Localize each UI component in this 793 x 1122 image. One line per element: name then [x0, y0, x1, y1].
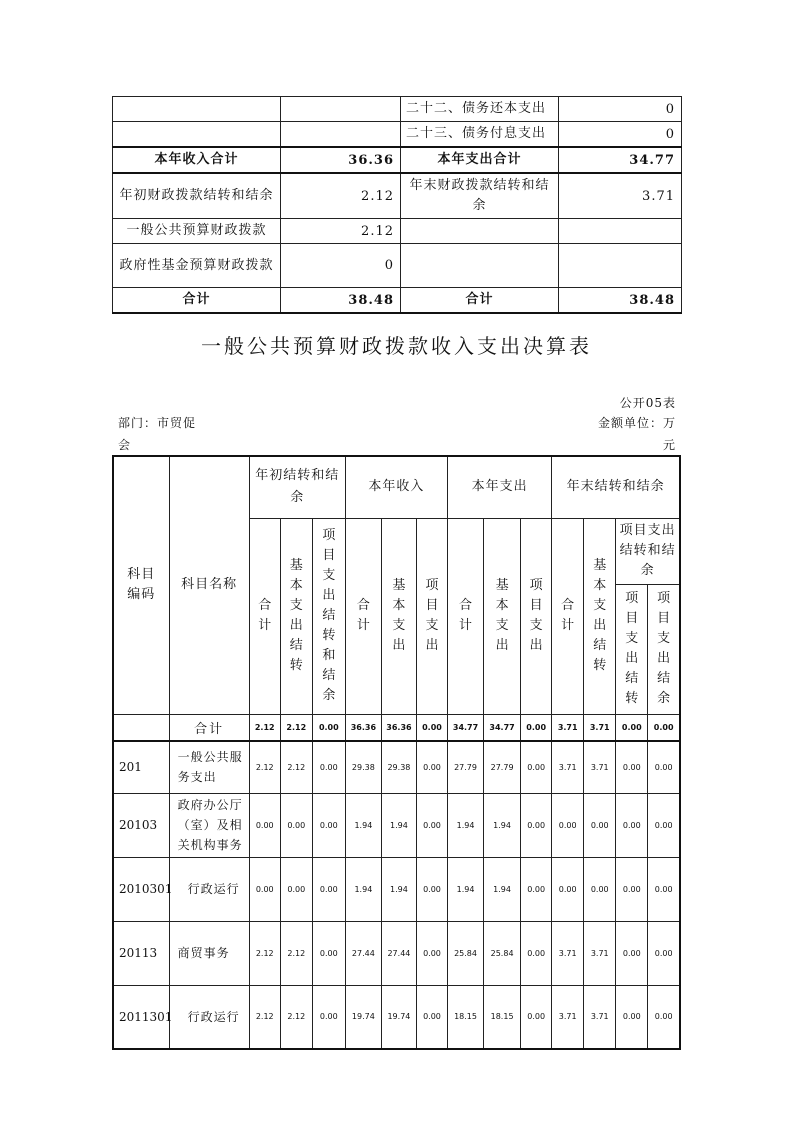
value-cell: 1.94 [381, 793, 416, 857]
row-code: 201 [113, 741, 169, 793]
value-cell: 0.00 [312, 741, 345, 793]
left-label [113, 122, 281, 148]
header-end-project: 项目支出结转和结余 [619, 523, 676, 578]
value-cell: 0.00 [616, 921, 648, 985]
end-carry-label: 年末财政拨款结转和结余 [401, 173, 559, 219]
general-budget-row [113, 219, 682, 244]
grand-total-row [113, 288, 682, 314]
table-row [113, 741, 680, 793]
row-name: 一般公共服务支出 [169, 741, 249, 793]
value-cell: 0.00 [648, 741, 680, 793]
value-cell: 0.00 [521, 714, 552, 741]
unit-label: 金额单位：万元 [597, 416, 676, 452]
value-cell: 0.00 [416, 985, 447, 1049]
value-cell: 0.00 [552, 857, 584, 921]
value-cell: 27.44 [345, 921, 381, 985]
value-cell: 1.94 [484, 793, 521, 857]
header-expense-total: 合计 [459, 598, 473, 633]
value-cell: 27.79 [448, 741, 484, 793]
value-cell: 25.84 [448, 921, 484, 985]
value-cell: 0.00 [616, 714, 648, 741]
header-expense: 本年支出 [448, 456, 552, 518]
value-cell: 1.94 [345, 857, 381, 921]
table-row [113, 857, 680, 921]
value-cell: 2.12 [249, 714, 280, 741]
row-code: 2011301 [113, 985, 169, 1049]
value-cell: 0.00 [416, 921, 447, 985]
end-carry-value: 3.71 [559, 173, 682, 219]
row-name: 商贸事务 [169, 921, 249, 985]
value-cell: 0.00 [416, 857, 447, 921]
begin-carry-label: 年初财政拨款结转和结余 [113, 173, 281, 219]
value-cell: 1.94 [484, 857, 521, 921]
header-income-total: 合计 [356, 598, 370, 633]
value-cell: 0.00 [616, 741, 648, 793]
income-expense-summary-table [112, 96, 682, 314]
value-cell: 0.00 [312, 921, 345, 985]
header-expense-project: 项目支出 [529, 578, 543, 653]
value-cell: 34.77 [448, 714, 484, 741]
right-label: 二十三、债务付息支出 [401, 122, 559, 148]
table-row [113, 97, 682, 122]
value-cell: 0.00 [616, 985, 648, 1049]
value-cell: 2.12 [249, 921, 280, 985]
value-cell: 2.12 [280, 741, 312, 793]
value-cell: 27.79 [484, 741, 521, 793]
value-cell: 0.00 [521, 793, 552, 857]
value-cell: 1.94 [345, 793, 381, 857]
value-cell: 18.15 [484, 985, 521, 1049]
header-expense-basic: 基本支出 [495, 578, 509, 653]
value-cell: 0.00 [280, 793, 312, 857]
value-cell: 1.94 [381, 857, 416, 921]
value-cell: 2.12 [249, 985, 280, 1049]
carry-row [113, 173, 682, 219]
budget-appropriation-table [112, 455, 681, 1050]
value-cell: 3.71 [552, 741, 584, 793]
value-cell: 0.00 [521, 921, 552, 985]
header-income-basic: 基本支出 [392, 578, 406, 653]
value-cell: 0.00 [648, 857, 680, 921]
row-name: 政府办公厅（室）及相关机构事务 [169, 793, 249, 857]
header-code: 科目编码 [127, 566, 156, 602]
header-begin: 年初结转和结余 [255, 468, 340, 506]
value-cell: 29.38 [345, 741, 381, 793]
value-cell: 0.00 [648, 714, 680, 741]
gov-fund-label: 政府性基金预算财政拨款 [113, 244, 281, 288]
grand-total-right-label: 合计 [401, 288, 559, 314]
value-cell: 3.71 [552, 714, 584, 741]
value-cell: 0.00 [584, 793, 616, 857]
grand-total-left-label: 合计 [113, 288, 281, 314]
row-name: 行政运行 [169, 857, 249, 921]
header-begin-project: 项目支出结转和结余 [322, 528, 336, 703]
expense-total-label: 本年支出合计 [401, 147, 559, 173]
form-number: 公开05表 [619, 396, 676, 410]
total-row [113, 714, 680, 741]
value-cell: 0.00 [584, 857, 616, 921]
income-total-value: 36.36 [281, 147, 401, 173]
left-value [281, 122, 401, 148]
table-row [113, 921, 680, 985]
income-total-label: 本年收入合计 [113, 147, 281, 173]
general-budget-label: 一般公共预算财政拨款 [113, 219, 281, 244]
header-name: 科目名称 [169, 456, 249, 714]
value-cell: 0.00 [416, 714, 447, 741]
value-cell: 0.00 [521, 741, 552, 793]
right-label: 二十二、债务还本支出 [401, 97, 559, 122]
gov-fund-value: 0 [281, 244, 401, 288]
value-cell: 0.00 [648, 793, 680, 857]
table-row [113, 793, 680, 857]
value-cell: 2.12 [280, 985, 312, 1049]
value-cell: 0.00 [648, 921, 680, 985]
header-end-total: 合计 [561, 598, 575, 633]
value-cell: 0.00 [312, 857, 345, 921]
total-label: 合计 [169, 714, 249, 741]
table-row [113, 985, 680, 1049]
value-cell: 19.74 [345, 985, 381, 1049]
value-cell: 0.00 [648, 985, 680, 1049]
general-budget-value: 2.12 [281, 219, 401, 244]
row-code: 20103 [113, 793, 169, 857]
right-value: 0 [559, 97, 682, 122]
row-code: 20113 [113, 921, 169, 985]
value-cell: 0.00 [521, 985, 552, 1049]
value-cell: 0.00 [312, 793, 345, 857]
value-cell: 0.00 [312, 714, 345, 741]
value-cell: 0.00 [312, 985, 345, 1049]
value-cell: 27.44 [381, 921, 416, 985]
header-end-project-carry: 项目支出结转 [625, 591, 639, 706]
value-cell: 0.00 [416, 793, 447, 857]
value-cell: 2.12 [249, 741, 280, 793]
row-code: 2010301 [113, 857, 169, 921]
grand-total-left-value: 38.48 [281, 288, 401, 314]
value-cell: 1.94 [448, 857, 484, 921]
value-cell: 36.36 [381, 714, 416, 741]
value-cell: 19.74 [381, 985, 416, 1049]
value-cell: 2.12 [280, 714, 312, 741]
right-value: 0 [559, 122, 682, 148]
value-cell: 3.71 [584, 714, 616, 741]
table-row [113, 122, 682, 148]
left-label [113, 97, 281, 122]
header-end-project-surplus: 项目支出结余 [657, 591, 671, 706]
value-cell: 3.71 [584, 985, 616, 1049]
value-cell: 3.71 [584, 741, 616, 793]
header-begin-basic: 基本支出结转 [289, 558, 303, 673]
value-cell: 18.15 [448, 985, 484, 1049]
value-cell: 0.00 [416, 741, 447, 793]
header-income: 本年收入 [345, 456, 447, 518]
header-end-basic: 基本支出结转 [593, 558, 607, 673]
value-cell: 25.84 [484, 921, 521, 985]
gov-fund-row [113, 244, 682, 288]
value-cell: 0.00 [552, 793, 584, 857]
annual-total-row [113, 147, 682, 173]
header-begin-total: 合计 [258, 598, 272, 633]
expense-total-value: 34.77 [559, 147, 682, 173]
value-cell: 0.00 [521, 857, 552, 921]
value-cell: 3.71 [552, 985, 584, 1049]
value-cell: 0.00 [249, 793, 280, 857]
value-cell: 3.71 [552, 921, 584, 985]
value-cell: 29.38 [381, 741, 416, 793]
value-cell: 1.94 [448, 793, 484, 857]
page-title: 一般公共预算财政拨款收入支出决算表 [201, 334, 592, 358]
header-row-1 [113, 456, 680, 518]
value-cell: 3.71 [584, 921, 616, 985]
grand-total-right-value: 38.48 [559, 288, 682, 314]
value-cell: 36.36 [345, 714, 381, 741]
header-end: 年末结转和结余 [552, 456, 680, 518]
value-cell: 34.77 [484, 714, 521, 741]
value-cell: 0.00 [280, 857, 312, 921]
left-value [281, 97, 401, 122]
value-cell: 0.00 [616, 857, 648, 921]
value-cell: 2.12 [280, 921, 312, 985]
department-label: 部门：市贸促会 [118, 416, 197, 452]
row-name: 行政运行 [169, 985, 249, 1049]
begin-carry-value: 2.12 [281, 173, 401, 219]
header-income-project: 项目支出 [425, 578, 439, 653]
value-cell: 0.00 [616, 793, 648, 857]
value-cell: 0.00 [249, 857, 280, 921]
